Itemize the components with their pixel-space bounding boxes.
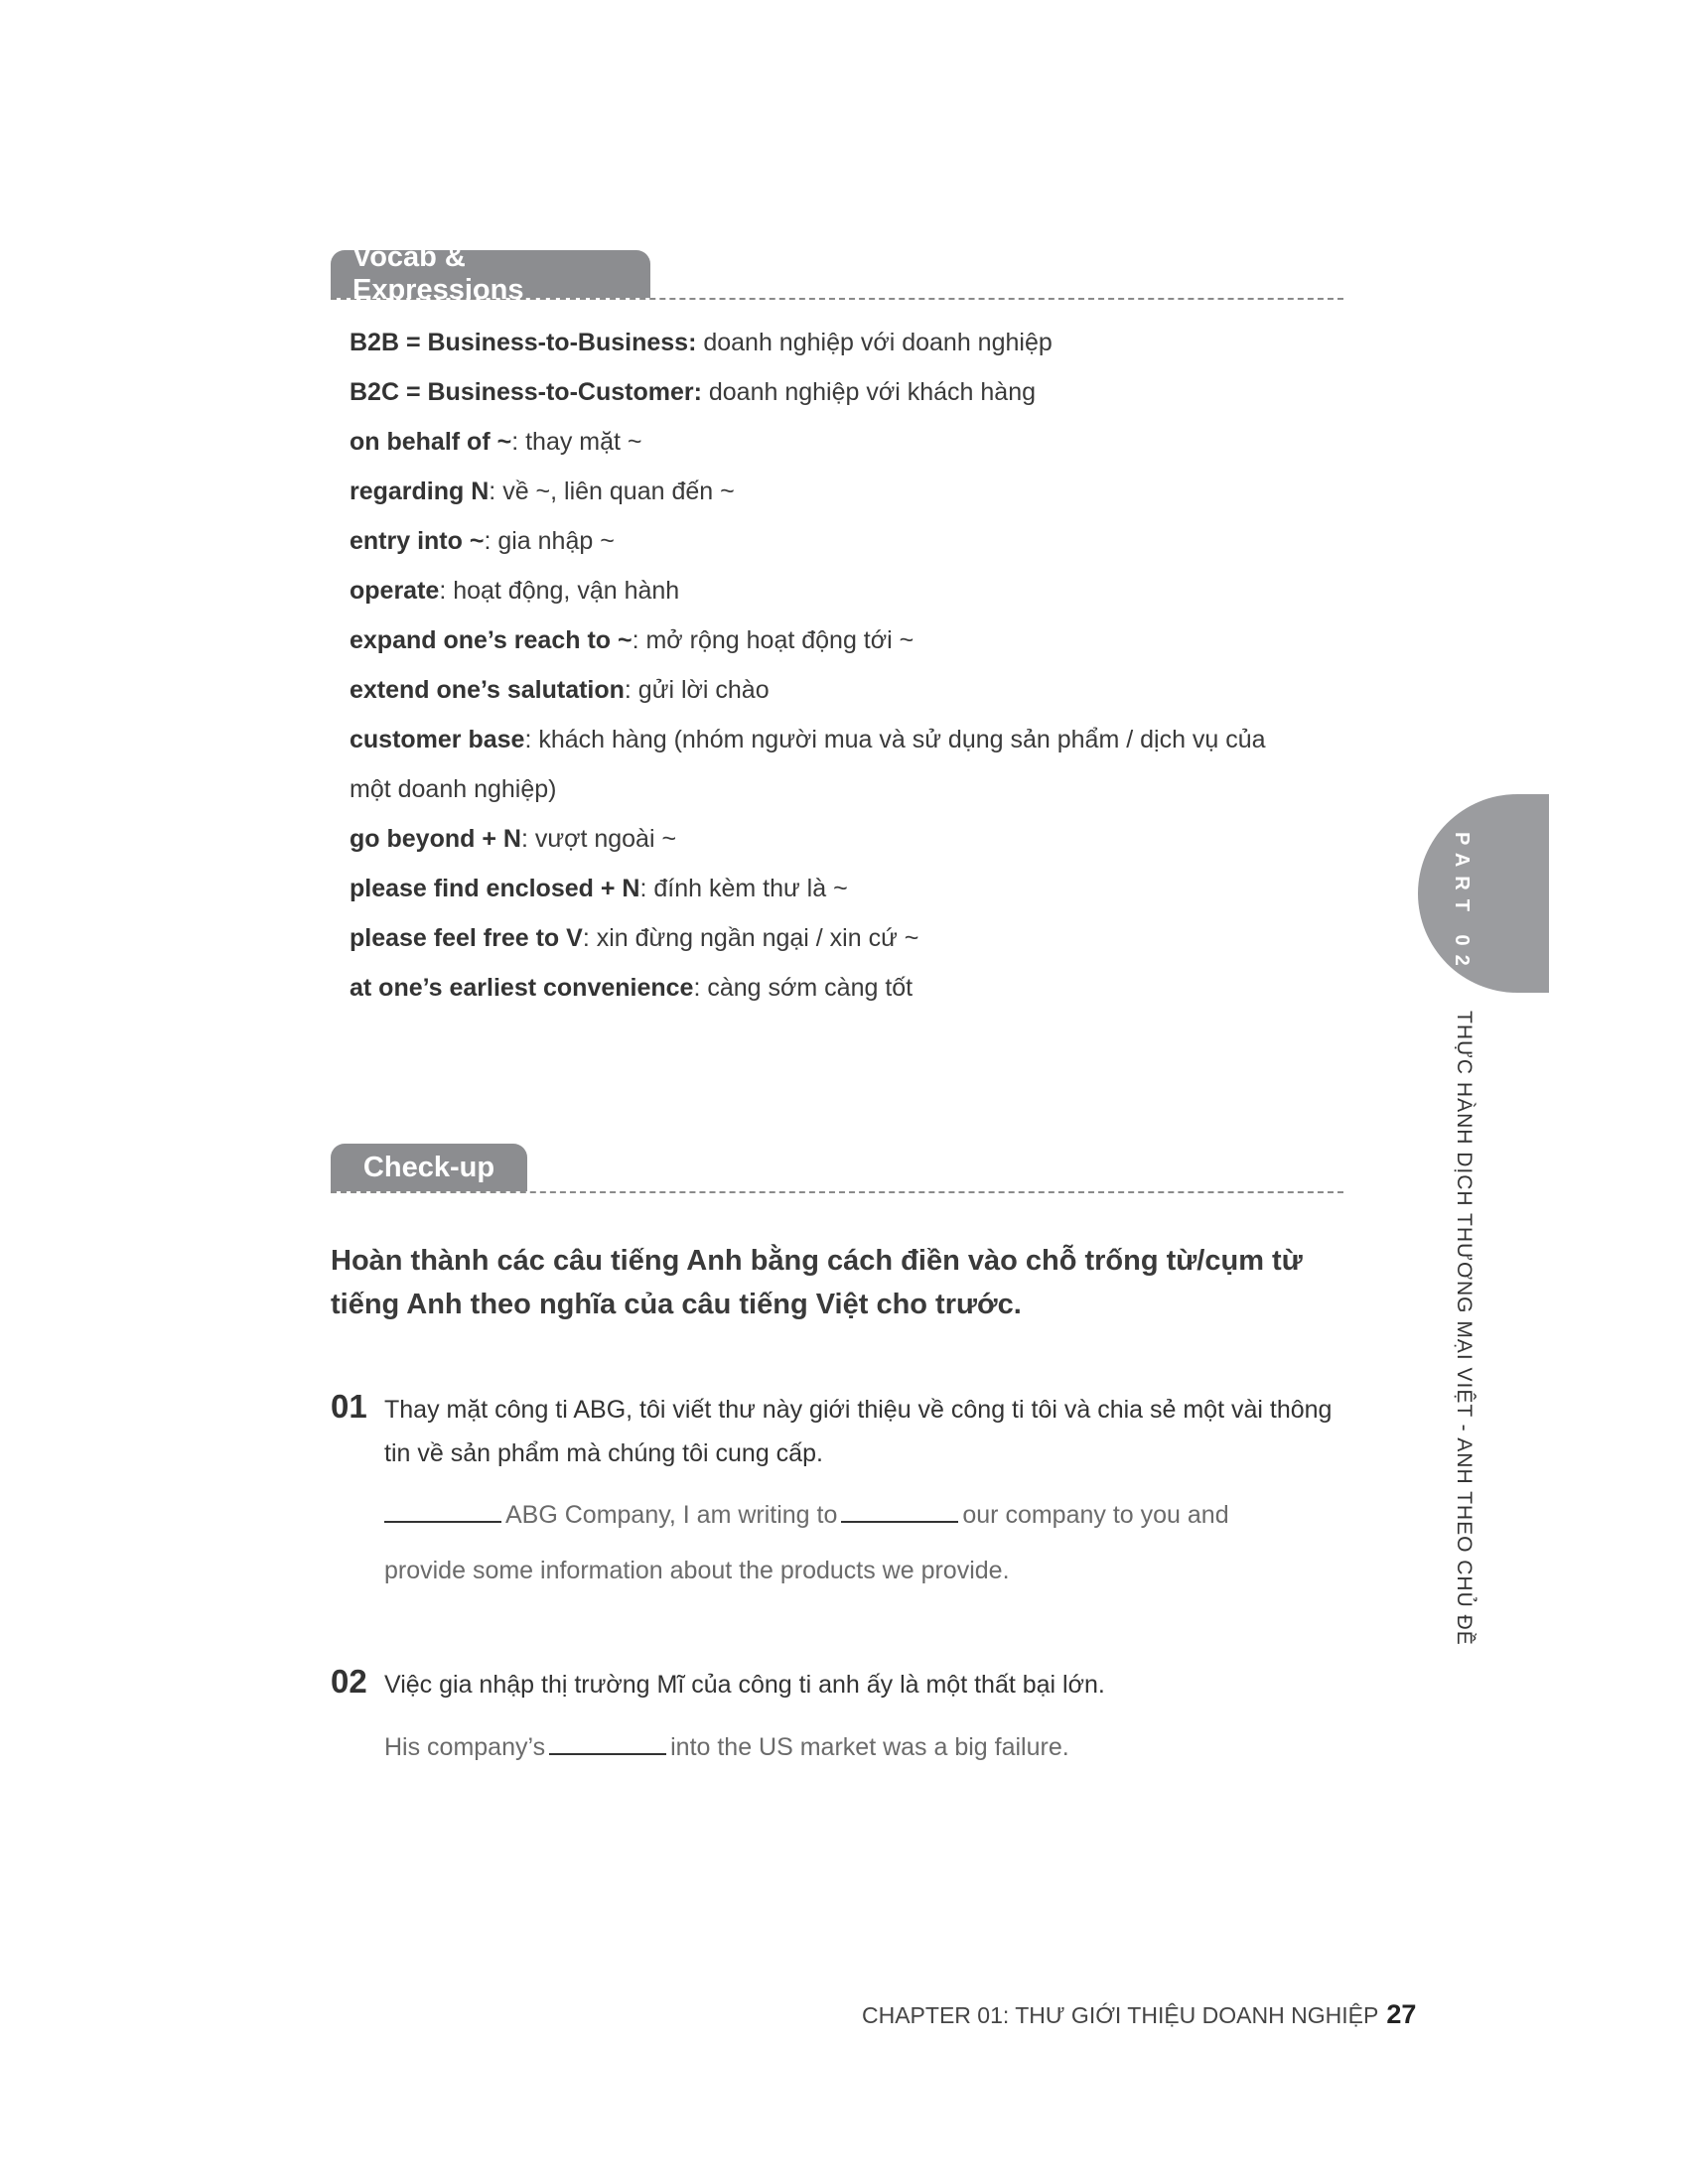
vocab-item	[350, 814, 1323, 864]
checkup-instruction: Hoàn thành các câu tiếng Anh bằng cách điền vào chỗ trống từ/cụm từ tiếng Anh theo nghĩa của câu tiếng Việt cho trước.	[331, 1245, 1303, 1320]
vocab-meaning: : thay mặt ~	[511, 428, 642, 456]
vocab-term: operate	[350, 577, 440, 605]
vocab-term: go beyond + N	[350, 825, 521, 853]
vocab-meaning: : đính kèm thư là ~	[639, 875, 848, 902]
vocab-meaning: : về ~, liên quan đến ~	[489, 478, 735, 505]
answer-blank[interactable]	[841, 1493, 958, 1523]
vocab-item	[350, 318, 1323, 367]
vocab-term: customer base	[350, 726, 525, 753]
page-number: 27	[1386, 1999, 1417, 2029]
english-text: provide some information about the products we provide.	[384, 1557, 1010, 1584]
vocab-meaning: doanh nghiệp với doanh nghiệp	[696, 329, 1053, 356]
chapter-title: CHAPTER 01: THƯ GIỚI THIỆU DOANH NGHIỆP	[862, 2002, 1379, 2028]
vocab-term: entry into ~	[350, 527, 485, 555]
vocab-item	[350, 715, 1323, 764]
vocab-term: please find enclosed + N	[350, 875, 640, 902]
vocab-item	[350, 963, 1323, 1013]
part-side-tab	[1418, 794, 1549, 993]
book-title: THỰC HÀNH DỊCH THƯƠNG MẠI VIỆT - ANH THEO CHỦ ĐỀ	[1453, 1011, 1476, 1646]
vocab-term: B2C = Business-to-Customer:	[350, 378, 702, 406]
vocab-meaning: : vượt ngoài ~	[520, 825, 677, 853]
vocab-item	[350, 467, 1323, 516]
vocab-section-header	[331, 241, 1343, 306]
vocab-item	[350, 864, 1323, 913]
answer-blank[interactable]	[384, 1493, 501, 1523]
english-text: into the US market was a big failure.	[670, 1733, 1069, 1761]
vocab-term: please feel free to V	[350, 924, 583, 952]
vocab-item	[350, 665, 1323, 715]
vocab-item	[350, 566, 1323, 615]
question-vietnamese: Việc gia nhập thị trường Mĩ của công ti anh ấy là một thất bại lớn.	[384, 1671, 1105, 1699]
vocab-term: on behalf of ~	[350, 428, 512, 456]
vocab-term: expand one’s reach to ~	[350, 626, 633, 654]
vocab-meaning: : xin đừng ngần ngại / xin cứ ~	[582, 924, 919, 952]
vocab-item	[350, 367, 1323, 417]
english-text: our company to you and	[962, 1501, 1229, 1529]
vocab-item	[350, 516, 1323, 566]
vocab-meaning: : càng sớm càng tốt	[693, 974, 914, 1002]
english-text: ABG Company, I am writing to	[505, 1501, 838, 1529]
vocab-meaning: : khách hàng (nhóm người mua và sử dụng sản phẩm / dịch vụ của	[524, 726, 1266, 753]
checkup-section-title: Check-up	[331, 1144, 527, 1191]
vocab-term: B2B = Business-to-Business:	[350, 329, 697, 356]
question-english	[384, 1487, 1357, 1598]
question-vietnamese: Thay mặt công ti ABG, tôi viết thư này giới thiệu về công ti tôi và chia sẻ một vài thông tin về sản phẩm mà chúng tôi cung cấp.	[384, 1396, 1333, 1467]
vocab-item	[350, 615, 1323, 665]
vocab-meaning: doanh nghiệp với khách hàng	[701, 378, 1037, 406]
vocab-term: regarding N	[350, 478, 490, 505]
vocab-meaning: một doanh nghiệp)	[350, 775, 557, 803]
english-text: His company’s	[384, 1733, 546, 1761]
question-number: 02	[331, 1663, 367, 1700]
checkup-section-header	[331, 1144, 1343, 1193]
vocab-term: extend one’s salutation	[350, 676, 625, 704]
page-footer	[862, 1999, 1416, 2030]
part-label: PART 02	[1451, 832, 1473, 975]
question-english	[384, 1719, 1357, 1775]
vocab-item	[350, 913, 1323, 963]
vocab-item-continuation	[350, 764, 1323, 814]
vocab-meaning: : hoạt động, vận hành	[439, 577, 680, 605]
answer-blank[interactable]	[549, 1725, 666, 1755]
vocab-item	[350, 417, 1323, 467]
vocab-meaning: : mở rộng hoạt động tới ~	[632, 626, 914, 654]
vocab-term: at one’s earliest convenience	[350, 974, 694, 1002]
vocab-meaning: : gửi lời chào	[624, 676, 770, 704]
question-number: 01	[331, 1388, 367, 1425]
vocab-meaning: : gia nhập ~	[484, 527, 615, 555]
vocab-list	[350, 318, 1323, 1013]
vocab-section-title: Vocab & Expressions	[331, 250, 650, 298]
